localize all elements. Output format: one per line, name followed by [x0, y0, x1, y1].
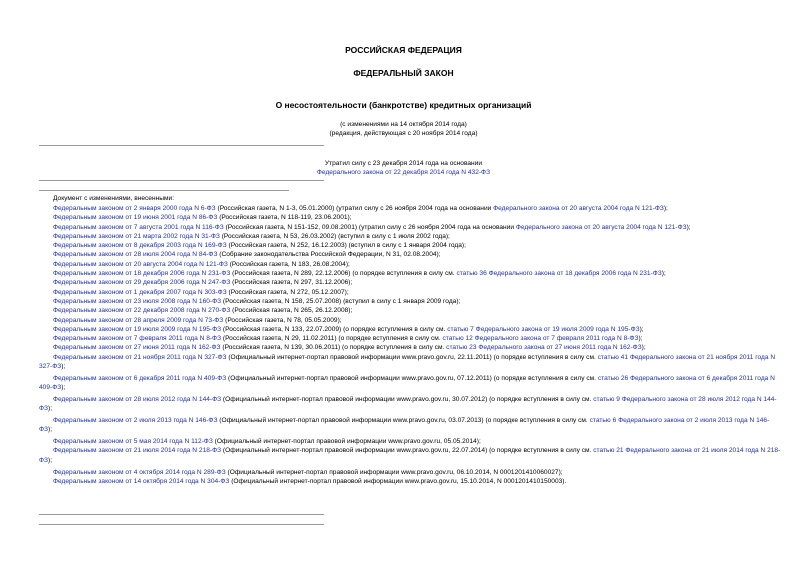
amendment-source-text: (Российская газета, N 118-119, 23.06.2001);: [217, 214, 352, 222]
amendment-law-link[interactable]: Федеральным законом от 18 декабря 2006 года N 231-ФЗ: [53, 270, 231, 278]
amendment-law-link[interactable]: Федеральным законом от 2 января 2000 года N 6-ФЗ: [53, 205, 216, 212]
amendment-item: [39, 306, 781, 315]
amendment-source-text: (Российская газета, N 289, 22.12.2006) (о порядке вступления в силу см.: [230, 270, 457, 278]
amendment-source-text: (Российская газета, N 272, 05.12.2007);: [226, 288, 349, 296]
amendment-reference-link[interactable]: статью 12 Федерального закона от 7 февраля 2011 года N 8-ФЗ: [442, 335, 639, 343]
amendment-source-text: (Российская газета, N 133, 22.07.2009) (о порядке вступления в силу см.: [221, 325, 448, 333]
amendment-reference-link[interactable]: статью 36 Федерального закона от 18 декабря 2006 года N 231-ФЗ: [456, 270, 662, 278]
amendment-item: [39, 204, 781, 213]
amendment-law-link[interactable]: Федеральным законом от 28 апреля 2009 года N 73-ФЗ: [53, 316, 224, 324]
amendment-law-link[interactable]: Федеральным законом от 5 мая 2014 года N 112-ФЗ: [53, 438, 213, 446]
amendment-law-link[interactable]: Федеральным законом от 8 декабря 2003 года N 169-ФЗ: [53, 242, 227, 250]
amendment-item: [39, 446, 781, 465]
amendment-item: [39, 223, 781, 232]
amendment-item: [39, 288, 781, 297]
amendment-tail-text: );: [686, 223, 691, 231]
amendment-source-text: (Официальный интернет-портал правовой информации www.pravo.gov.ru, 05.05.2014);: [212, 438, 481, 446]
repeal-text: Утратил силу с 23 декабря 2014 года на основании: [324, 160, 483, 167]
amendment-item: [39, 325, 781, 334]
amendment-tail-text: );: [48, 405, 53, 413]
amendment-source-text: (Официальный интернет-портал правовой информации www.pravo.gov.ru, 03.07.2013) (о порядке вступления в силу см.: [217, 417, 590, 425]
amendment-source-text: (Российская газета, N 183, 26.08.2004);: [227, 260, 350, 268]
amendment-reference-link[interactable]: статью 6 Федерального закона от 2 июля 2013 года N 146-ФЗ: [39, 417, 770, 434]
amendment-item: [39, 213, 781, 222]
amendment-item: [39, 416, 781, 435]
amendment-law-link[interactable]: Федеральным законом от 21 марта 2002 года N 31-ФЗ: [53, 232, 220, 240]
amendment-reference-link[interactable]: статью 9 Федерального закона от 28 июля 2012 года N 144-ФЗ: [39, 395, 777, 413]
amendment-tail-text: );: [48, 456, 53, 464]
amendment-source-text: (Российская газета, N 78, 05.05.2009);: [223, 316, 342, 324]
amendment-source-text: (Российская газета, N 297, 31.12.2006);: [230, 279, 353, 287]
document-title: О несостоятельности (банкротстве) кредитных организаций: [275, 100, 532, 110]
amendment-law-link[interactable]: Федеральным законом от 23 июля 2008 года N 160-ФЗ: [53, 297, 222, 305]
doc-type-heading: ФЕДЕРАЛЬНЫЙ ЗАКОН: [353, 68, 454, 78]
amendment-item: [39, 232, 781, 241]
amendment-reference-link[interactable]: статью 26 Федерального закона от 6 декабря 2011 года N 409-ФЗ: [39, 374, 775, 392]
amendment-item: [39, 278, 781, 287]
amendment-item: [39, 334, 781, 343]
repeal-link-row: [0, 169, 807, 176]
amendment-law-link[interactable]: Федеральным законом от 29 декабря 2006 года N 247-ФЗ: [53, 279, 231, 287]
amendments-label: Документ с изменениями, внесенными:: [53, 195, 175, 202]
amendments-list: [39, 204, 781, 486]
country-heading: РОССИЙСКАЯ ФЕДЕРАЦИЯ: [345, 45, 462, 55]
amendment-item: [39, 316, 781, 325]
amendment-item: [39, 374, 781, 393]
amendment-reference-link[interactable]: статью 21 Федерального закона от 21 июля 2014 года N 218-ФЗ: [39, 447, 781, 464]
amendment-law-link[interactable]: Федеральным законом от 19 июня 2001 года N 86-ФЗ: [53, 214, 218, 222]
amendment-source-text: (Официальный интернет-портал правовой информации www.pravo.gov.ru, 22.11.2011) (о порядке вступления в силу см.: [226, 353, 598, 361]
amendment-reference-link[interactable]: Федерального закона от 20 августа 2004 года N 121-ФЗ: [515, 223, 687, 231]
amendment-tail-text: );: [661, 270, 666, 278]
amendment-law-link[interactable]: Федеральным законом от 27 июня 2011 года N 162-ФЗ: [53, 344, 221, 352]
amendment-law-link[interactable]: Федеральным законом от 6 декабря 2011 года N 409-ФЗ: [53, 374, 227, 382]
amendment-source-text: (Российская газета, N 29, 11.02.2011) (о порядке вступления в силу см.: [221, 335, 443, 343]
amendment-law-link[interactable]: Федеральным законом от 20 августа 2004 года N 121-ФЗ: [53, 260, 228, 268]
amendment-law-link[interactable]: Федеральным законом от 7 августа 2001 года N 116-ФЗ: [53, 223, 224, 231]
amendment-item: [39, 477, 781, 486]
amendment-reference-link[interactable]: Федерального закона от 20 августа 2004 года N 121-ФЗ: [493, 205, 664, 212]
amendment-item: [39, 260, 781, 269]
edition-note: (редакция, действующая с 20 ноября 2014 года): [329, 130, 478, 137]
divider: [39, 524, 324, 525]
repeal-law-link[interactable]: Федерального закона от 22 декабря 2014 года N 432-ФЗ: [316, 169, 491, 176]
amendment-tail-text: );: [641, 344, 646, 352]
divider: [39, 145, 324, 146]
amendment-reference-link[interactable]: статью 41 Федерального закона от 21 ноября 2011 года N 327-ФЗ: [39, 353, 776, 371]
amendment-law-link[interactable]: Федеральным законом от 21 ноября 2011 года N 327-ФЗ: [53, 353, 227, 361]
amendment-source-text: (Российская газета, N 139, 30.06.2011) (о порядке вступления в силу см.: [220, 344, 447, 352]
divider: [39, 190, 289, 191]
amendment-law-link[interactable]: Федеральным законом от 7 февраля 2011 года N 8-ФЗ: [53, 335, 222, 343]
amendment-source-text: (Российская газета, N 265, 26.12.2008);: [230, 307, 353, 315]
amendment-law-link[interactable]: Федеральным законом от 4 октября 2014 года N 289-ФЗ: [53, 468, 226, 476]
amendment-item: [39, 297, 781, 306]
amendment-law-link[interactable]: Федеральным законом от 2 июля 2013 года N 146-ФЗ: [53, 417, 218, 425]
amendment-tail-text: );: [639, 325, 644, 333]
amendment-tail-text: );: [663, 205, 668, 212]
amendment-item: [39, 250, 781, 259]
amendment-item: [39, 343, 781, 352]
amendment-source-text: (Официальный интернет-портал правовой информации www.pravo.gov.ru, 22.07.2014) (о порядке вступления в силу см.: [221, 447, 594, 455]
amendment-item: [39, 241, 781, 250]
amendment-tail-text: );: [61, 384, 66, 392]
amendment-tail-text: );: [48, 426, 53, 434]
amendment-source-text: (Официальный интернет-портал правовой информации www.pravo.gov.ru, 07.12.2011) (о порядке вступления в силу см.: [226, 374, 598, 382]
amendment-source-text: (Официальный интернет-портал правовой информации www.pravo.gov.ru, 06.10.2014, N 0001201410060027);: [225, 468, 563, 476]
amendment-source-text: (Официальный интернет-портал правовой информации www.pravo.gov.ru, 15.10.2014, N 0001201410150003).: [229, 477, 567, 485]
amendment-item: [39, 395, 781, 414]
amendment-item: [39, 269, 781, 278]
divider: [39, 514, 324, 515]
amendment-item: [39, 437, 781, 446]
amendment-tail-text: );: [638, 335, 643, 343]
amendment-law-link[interactable]: Федеральным законом от 1 декабря 2007 года N 303-ФЗ: [53, 288, 227, 296]
amendment-reference-link[interactable]: статью 7 Федерального закона от 19 июля 2009 года N 195-ФЗ: [447, 325, 640, 333]
amendment-law-link[interactable]: Федеральным законом от 14 октября 2014 года N 304-ФЗ: [53, 477, 230, 485]
amendment-reference-link[interactable]: статью 23 Федерального закона от 27 июня 2011 года N 162-ФЗ: [446, 344, 642, 352]
amendment-source-text: (Российская газета, N 252, 16.12.2003) (вступил в силу с 1 января 2004 года);: [226, 242, 466, 250]
amendment-tail-text: );: [61, 363, 66, 371]
amendment-source-text: (Официальный интернет-портал правовой информации www.pravo.gov.ru, 30.07.2012) (о порядке вступления в силу см.: [221, 395, 594, 403]
amendment-source-text: (Российская газета, N 151-152, 09.08.2001) (утратил силу с 26 ноября 2004 года на основании: [223, 223, 516, 231]
amendment-law-link[interactable]: Федеральным законом от 19 июля 2009 года N 195-ФЗ: [53, 325, 222, 333]
amendment-law-link[interactable]: Федеральным законом от 28 июля 2004 года N 84-ФЗ: [53, 251, 218, 259]
amendment-item: [39, 353, 781, 372]
amendment-law-link[interactable]: Федеральным законом от 22 декабря 2008 года N 270-ФЗ: [53, 307, 231, 315]
amendment-source-text: (Собрание законодательства Российской Федерации, N 31, 02.08.2004);: [217, 251, 441, 259]
amendment-source-text: (Российская газета, N 1-3, 05.01.2000) (утратил силу с 26 ноября 2004 года на основании: [215, 205, 494, 212]
divider: [39, 180, 324, 181]
amendment-source-text: (Российская газета, N 158, 25.07.2008) (вступил в силу с 1 января 2009 года);: [221, 297, 461, 305]
amendment-law-link[interactable]: Федеральным законом от 28 июля 2012 года N 144-ФЗ: [53, 395, 222, 403]
amendment-law-link[interactable]: Федеральным законом от 21 июля 2014 года N 218-ФЗ: [53, 447, 222, 455]
amendment-source-text: (Российская газета, N 53, 26.03.2002) (вступил в силу с 1 июля 2002 года);: [219, 232, 450, 240]
amendment-item: [39, 468, 781, 477]
changes-note: (с изменениями на 14 октября 2014 года): [340, 121, 467, 128]
